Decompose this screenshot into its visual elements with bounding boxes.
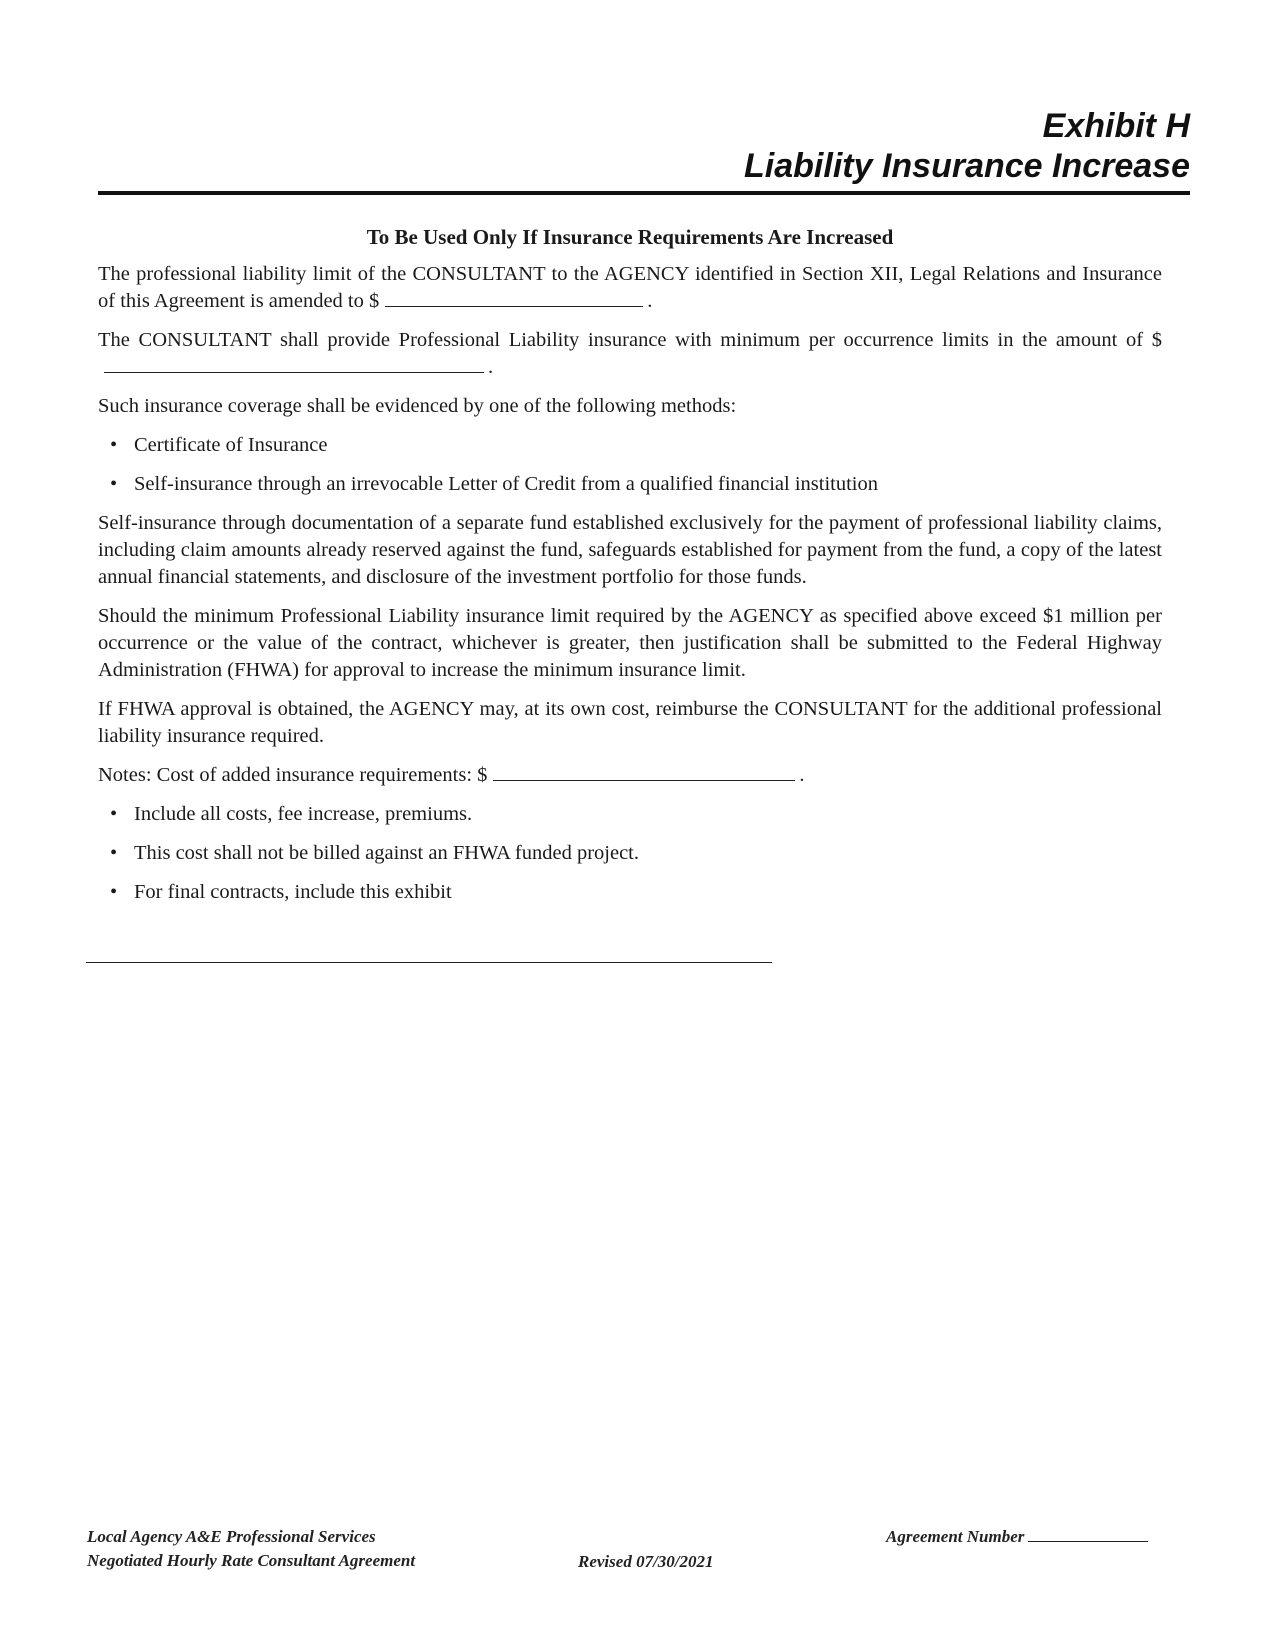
- exhibit-title: Liability Insurance Increase: [744, 147, 1190, 185]
- evidence-intro-paragraph: Such insurance coverage shall be evidenced by one of the following methods:: [98, 395, 737, 417]
- fhwa-approval-paragraph: If FHWA approval is obtained, the AGENCY may, at its own cost, reimburse the CONSULTANT for the additional professional liability insurance required.: [98, 698, 1162, 747]
- notes-paragraph: Notes: Cost of added insurance requirements: $ .: [98, 764, 805, 786]
- notes-end-rule: [86, 962, 772, 963]
- agreement-number-blank[interactable]: [1028, 1525, 1148, 1542]
- footer-revised-date: Revised 07/30/2021: [578, 1552, 714, 1571]
- list-item: • Self-insurance through an irrevocable Letter of Credit from a qualified financial institution: [98, 471, 1162, 498]
- notes-text: Notes: Cost of added insurance requirements: $: [98, 764, 488, 786]
- fhwa-justification-paragraph: Should the minimum Professional Liability insurance limit required by the AGENCY as specified above exceed $1 million per occurrence or the value of the contract, whichever is greater, then justification shall be submitted to the Federal Highway Administration (FHWA) for approval to increase the minimum insurance limit.: [98, 605, 1162, 681]
- header-rule: [98, 191, 1190, 195]
- exhibit-header: [744, 106, 1190, 186]
- liability-limit-text: The professional liability limit of the CONSULTANT to the AGENCY identified in Section XII, Legal Relations and Insurance of this Agreement is amended to $: [98, 263, 1162, 312]
- evidence-methods-list: [98, 432, 1162, 498]
- minimum-limit-amount-blank[interactable]: [104, 354, 484, 373]
- exhibit-label: Exhibit H: [1042, 107, 1190, 145]
- footer-agreement-number: [886, 1525, 1152, 1549]
- footer-agreement-type: [87, 1525, 415, 1573]
- list-item: • Include all costs, fee increase, premiums.: [98, 801, 1162, 828]
- bullet-icon: •: [110, 434, 118, 456]
- footer-line-2: Negotiated Hourly Rate Consultant Agreement: [87, 1551, 416, 1570]
- bullet-icon: •: [110, 881, 118, 903]
- liability-limit-paragraph: The professional liability limit of the CONSULTANT to the AGENCY identified in Section XII, Legal Relations and Insurance of this Agreement is amended to $ .: [98, 263, 1162, 312]
- bullet-icon: •: [110, 842, 118, 864]
- agreement-number-label: Agreement Number: [886, 1527, 1025, 1546]
- added-cost-amount-blank[interactable]: [493, 762, 795, 781]
- self-insurance-paragraph: Self-insurance through documentation of a separate fund established exclusively for the payment of professional liability claims, including claim amounts already reserved against the fund, safeguards established for payment from the fund, a copy of the latest annual financial statements, and disclosure of the investment portfolio for those funds.: [98, 512, 1162, 588]
- bullet-icon: •: [110, 473, 118, 495]
- liability-limit-amount-blank[interactable]: [385, 288, 643, 307]
- list-item: • For final contracts, include this exhibit: [98, 879, 1162, 906]
- list-item: • This cost shall not be billed against an FHWA funded project.: [98, 840, 1162, 867]
- exhibit-body: [98, 224, 1162, 918]
- list-item: • Certificate of Insurance: [98, 432, 1162, 459]
- minimum-limit-text: The CONSULTANT shall provide Professional Liability insurance with minimum per occurrence limits in the amount of $: [98, 329, 1162, 351]
- section-heading: To Be Used Only If Insurance Requirements Are Increased: [366, 225, 894, 249]
- notes-list: [98, 801, 1162, 906]
- bullet-icon: •: [110, 803, 118, 825]
- footer-line-1: Local Agency A&E Professional Services: [87, 1527, 376, 1546]
- minimum-limit-paragraph: The CONSULTANT shall provide Professional Liability insurance with minimum per occurrence limits in the amount of $.: [98, 329, 1162, 378]
